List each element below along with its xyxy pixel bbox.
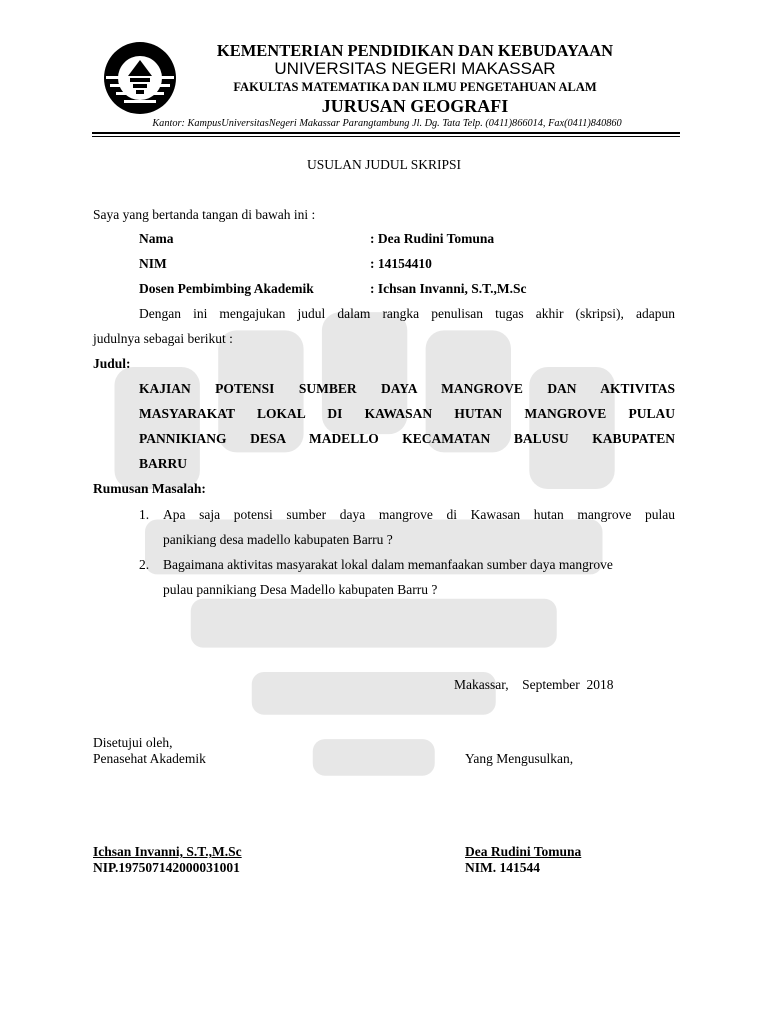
letterhead-divider-thin <box>92 136 680 137</box>
judul-line: BARRU <box>139 456 188 471</box>
rumusan-item-line: pulau pannikiang Desa Madello kabupaten Barru ? <box>163 582 438 597</box>
field-label-nama: Nama <box>139 231 174 246</box>
university-name: UNIVERSITAS NEGERI MAKASSAR <box>274 59 556 78</box>
student-nim: NIM. 141544 <box>465 860 540 875</box>
department-name: JURUSAN GEOGRAFI <box>321 96 509 116</box>
field-value-advisor: : Ichsan Invanni, S.T.,M.Sc <box>370 281 527 296</box>
university-logo-icon <box>100 40 180 116</box>
rumusan-item-line: panikiang desa madello kabupaten Barru ? <box>163 532 393 547</box>
student-name: Dea Rudini Tomuna <box>465 844 582 859</box>
approved-by-label: Disetujui oleh, <box>93 735 173 750</box>
field-label-advisor: Dosen Pembimbing Akademik <box>139 281 314 296</box>
judul-line: KAJIAN POTENSI SUMBER DAYA MANGROVE DAN AKTIVITAS <box>139 381 675 396</box>
judul-line: PANNIKIANG DESA MADELLO KECAMATAN BALUSU KABUPATEN <box>139 431 675 446</box>
statement-line-2: judulnya sebagai berikut : <box>93 331 233 346</box>
university-logo-watermark-icon <box>84 300 694 800</box>
field-value-nim: : 14154410 <box>370 256 432 271</box>
rumusan-item-line: Bagaimana aktivitas masyarakat lokal dalam memanfaakan sumber daya mangrove <box>163 557 613 572</box>
rumusan-item-line: Apa saja potensi sumber daya mangrove di Kawasan hutan mangrove pulau <box>163 507 675 522</box>
place-date: Makassar, September 2018 <box>454 677 614 692</box>
letterhead-divider <box>92 132 680 134</box>
advisor-nip: NIP.197507142000031001 <box>93 860 240 875</box>
faculty-name: FAKULTAS MATEMATIKA DAN ILMU PENGETAHUAN ALAM <box>233 80 597 94</box>
field-value-nama: : Dea Rudini Tomuna <box>370 231 495 246</box>
rumusan-number: 2. <box>139 557 150 572</box>
advisor-role-label: Penasehat Akademik <box>93 751 206 766</box>
judul-line: MASYARAKAT LOKAL DI KAWASAN HUTAN MANGROVE PULAU <box>139 406 675 421</box>
proposer-label: Yang Mengusulkan, <box>465 751 574 766</box>
judul-label: Judul: <box>93 356 131 371</box>
document-title: USULAN JUDUL SKRIPSI <box>306 157 462 172</box>
ministry-name: KEMENTERIAN PENDIDIKAN DAN KEBUDAYAAN <box>216 41 614 60</box>
intro-text: Saya yang bertanda tangan di bawah ini : <box>93 207 316 222</box>
office-address: Kantor: KampusUniversitasNegeri Makassar Parangtambung Jl. Dg. Tata Telp. (0411)866014, Fax(0411)840860 <box>152 118 622 129</box>
field-label-nim: NIM <box>139 256 167 271</box>
rumusan-label: Rumusan Masalah: <box>93 481 206 496</box>
advisor-name: Ichsan Invanni, S.T.,M.Sc <box>93 844 242 859</box>
rumusan-number: 1. <box>139 507 150 522</box>
statement-line-1: Dengan ini mengajukan judul dalam rangka penulisan tugas akhir (skripsi), adapun <box>139 306 675 321</box>
